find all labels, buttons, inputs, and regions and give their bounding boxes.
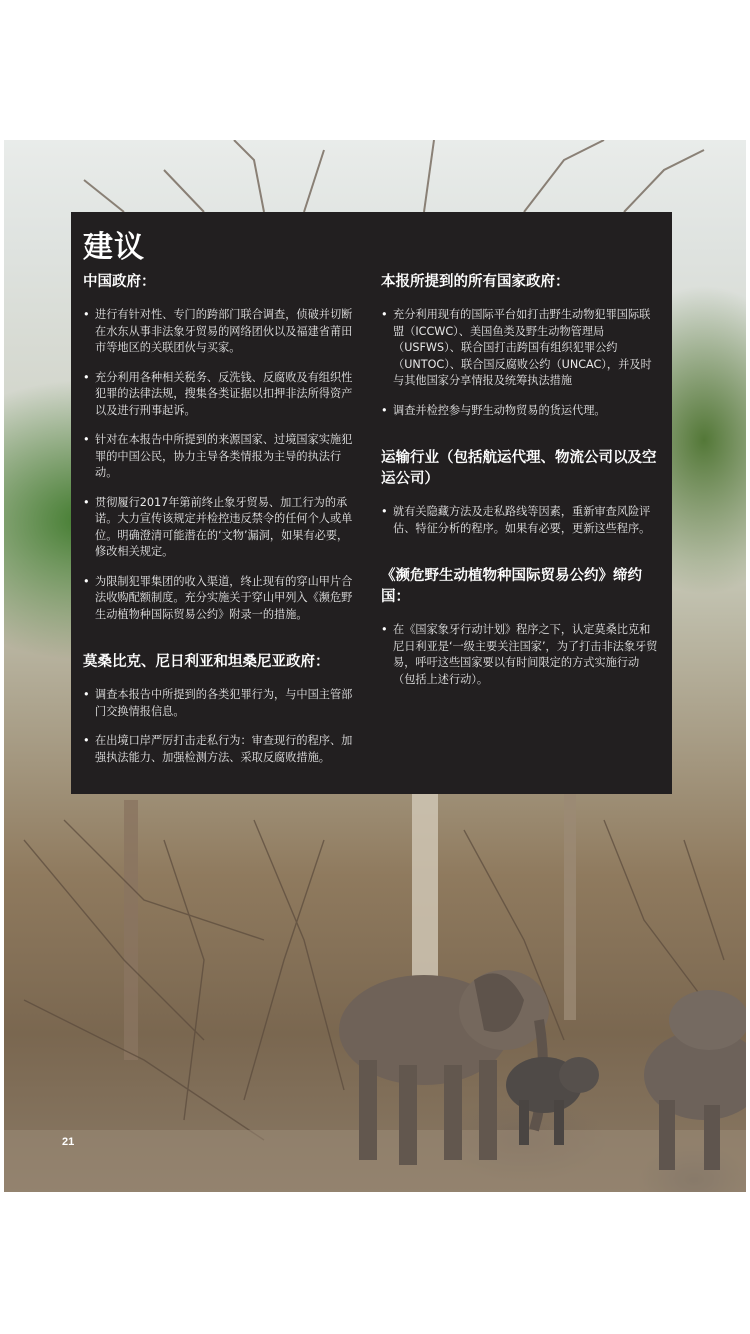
page-title: 建议	[83, 230, 145, 265]
list-item: • 充分利用现有的国际平台如打击野生动物犯罪国际联盟（ICCWC）、美国鱼类及野生动物管理局（USFWS）、联合国打击跨国有组织犯罪公约（UNTOC）、联合国反腐败公约（UNCAC），并及时与其他国家分享情报及统筹执法措施	[381, 307, 661, 390]
section-heading-china: 中国政府：	[83, 274, 156, 290]
right-column	[381, 272, 661, 701]
list-item: • 调查并检控参与野生动物贸易的货运代理。	[381, 403, 661, 420]
list-item: • 为限制犯罪集团的收入渠道，终止现有的穿山甲片合法收购配额制度。充分实施关于穿山甲列入《濒危野生动植物种国际贸易公约》附录一的措施。	[83, 574, 359, 624]
bullet-list-cites-parties	[381, 622, 661, 688]
list-item: • 调查本报告中所提到的各类犯罪行为，与中国主管部门交换情报信息。	[83, 687, 359, 720]
list-item: • 充分利用各种相关税务、反洗钱、反腐败及有组织性犯罪的法律法规，搜集各类证据以扣押非法所得资产以及进行刑事起诉。	[83, 370, 359, 420]
list-item: • 贯彻履行2017年第前终止象牙贸易、加工行为的承诺。大力宣传该规定并检控违反禁令的任何个人或单位。明确澄清可能潜在的‘文物’漏洞，如果有必要，修改相关规定。	[83, 495, 359, 561]
list-item: • 在《国家象牙行动计划》程序之下，认定莫桑比克和尼日利亚是‘一级主要关注国家’，为了打击非法象牙贸易，呼吁这些国家要以有时间限定的方式实施行动（包括上述行动）。	[381, 622, 661, 688]
section-heading-all-governments: 本报所提到的所有国家政府：	[381, 274, 570, 290]
bare-branches	[84, 140, 704, 212]
list-item: • 进行有针对性、专门的跨部门联合调查，侦破并切断在水东从事非法象牙贸易的网络团伙以及福建省莆田市等地区的关联团伙与买家。	[83, 307, 359, 357]
bullet-list-transport-industry	[381, 504, 661, 537]
section-heading-mozambique-nigeria-tanzania: 莫桑比克、尼日利亚和坦桑尼亚政府：	[83, 654, 330, 670]
left-column	[83, 272, 359, 779]
tree-trunk	[124, 800, 138, 1060]
bullet-list-all-governments	[381, 307, 661, 419]
bullet-list-mozambique-nigeria-tanzania	[83, 687, 359, 766]
recommendations-panel	[71, 212, 672, 794]
tree-trunk	[564, 790, 576, 1020]
list-item: • 在出境口岸严厉打击走私行为：审查现行的程序、加强执法能力、加强检测方法、采取反腐败措施。	[83, 733, 359, 766]
list-item: • 就有关隐藏方法及走私路线等因素，重新审查风险评估、特征分析的程序。如果有必要，更新这些程序。	[381, 504, 661, 537]
list-item: • 针对在本报告中所提到的来源国家、过境国家实施犯罪的中国公民，协力主导各类情报为主导的执法行动。	[83, 432, 359, 482]
bullet-list-china	[83, 307, 359, 623]
page-background-photo	[4, 140, 746, 1192]
page-number: 21	[62, 1136, 75, 1148]
section-heading-cites-parties: 《濒危野生动植物种国际贸易公约》缔约国：	[381, 568, 642, 605]
section-heading-transport-industry: 运输行业（包括航运代理、物流公司以及空运公司）	[381, 450, 657, 487]
